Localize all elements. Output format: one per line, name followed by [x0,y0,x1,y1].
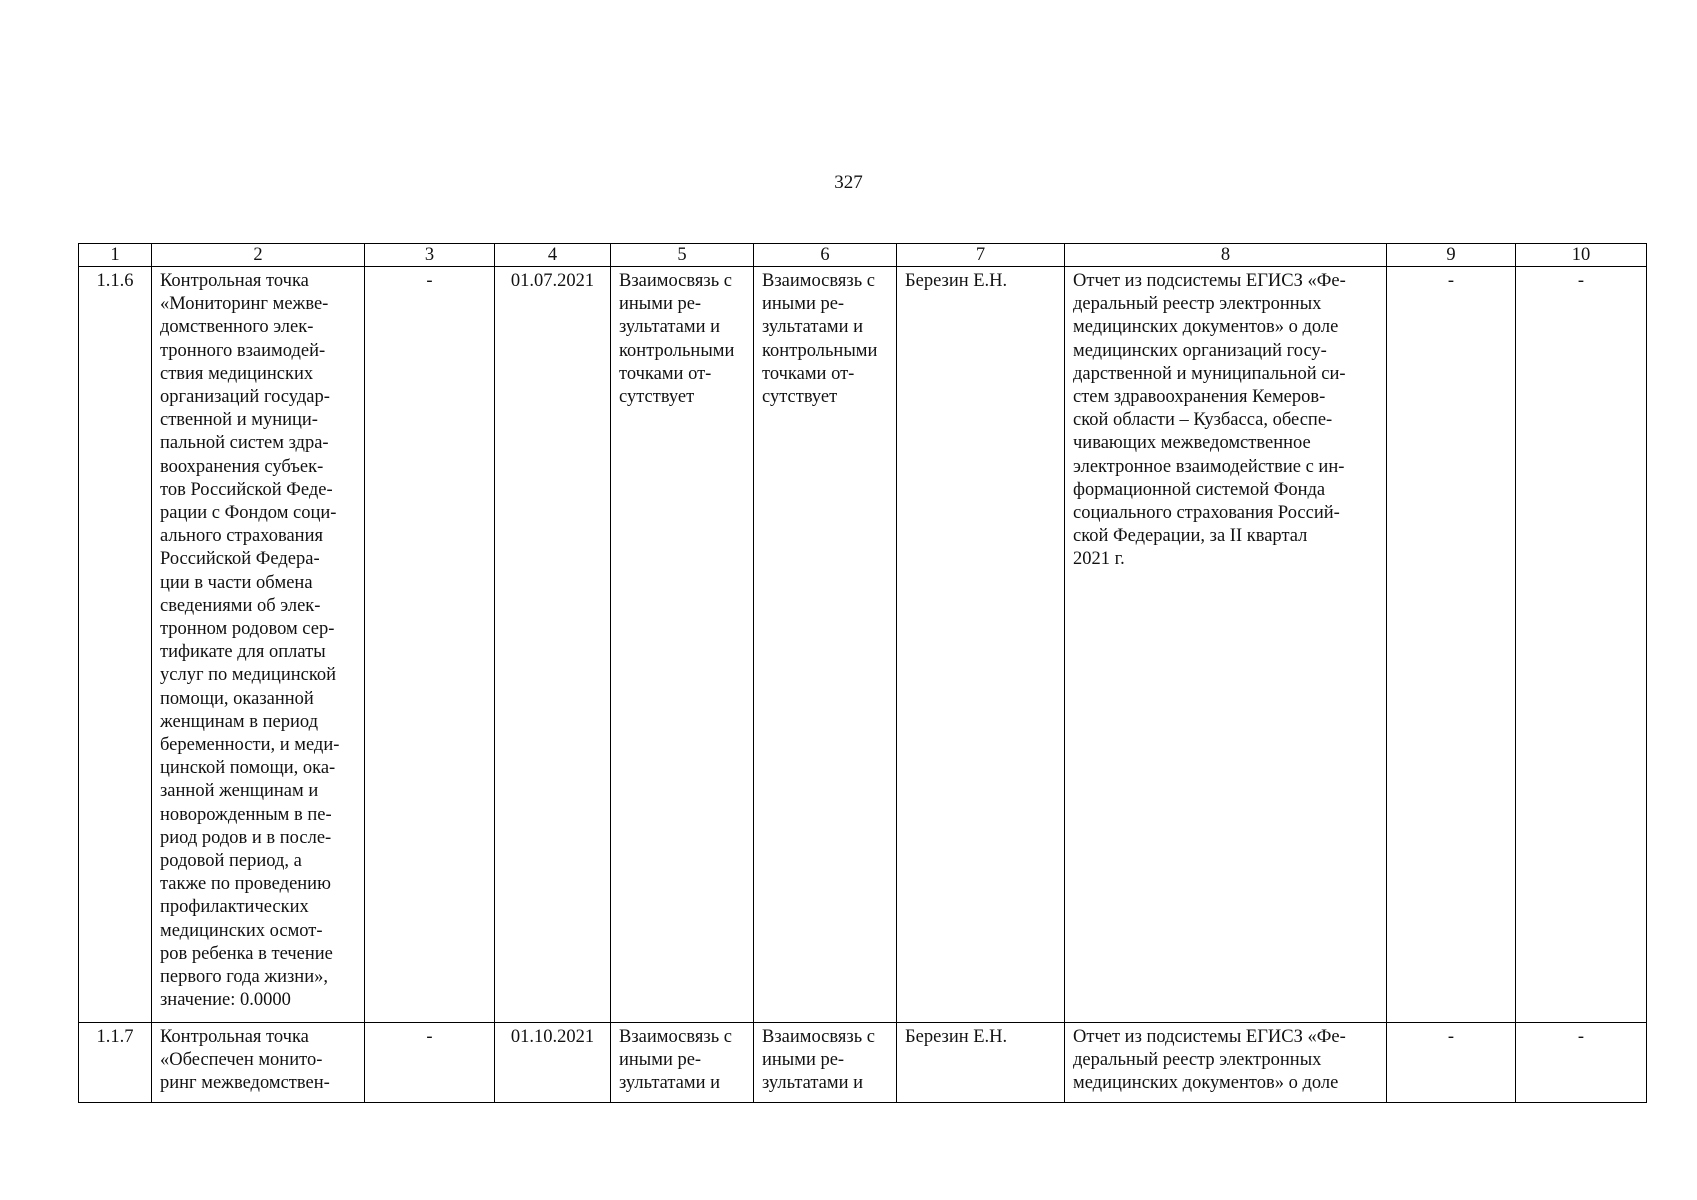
cell-name [152,267,365,1023]
cell-text: - [1577,1027,1585,1047]
cell-date [495,267,611,1023]
cell-text: Контрольная точка «Обеспечен монито- ринг межведомствен- [160,1027,330,1094]
cell-name [152,1023,365,1103]
cell-col6 [754,1023,897,1103]
page-number: 327 [834,172,863,193]
cell-col3 [365,267,495,1023]
cell-text: 1.1.7 [96,1027,134,1047]
column-header: 9 [1387,244,1516,267]
cell-text: 1.1.6 [96,271,134,291]
column-header: 8 [1065,244,1387,267]
cell-document [1065,1023,1387,1103]
column-header: 10 [1516,244,1647,267]
cell-text: - [1447,1027,1455,1047]
column-header: 1 [79,244,152,267]
cell-col10 [1516,267,1647,1023]
column-header: 4 [495,244,611,267]
cell-document [1065,267,1387,1023]
cell-col10 [1516,1023,1647,1103]
cell-text: - [1447,271,1455,291]
column-header: 7 [897,244,1065,267]
cell-text: Березин Е.Н. [905,271,1008,291]
cell-text: - [426,271,433,291]
control-points-table [78,243,1647,1103]
cell-text: Взаимосвязь с иными ре- зультатами и контрольными точками от- сутствует [762,271,878,408]
cell-text: Березин Е.Н. [905,1027,1008,1047]
column-header: 6 [754,244,897,267]
table-row [79,267,1647,1023]
cell-responsible [897,267,1065,1023]
column-header: 3 [365,244,495,267]
cell-number [79,1023,152,1103]
cell-text: Взаимосвязь с иными ре- зультатами и [619,1027,732,1094]
cell-text: - [1577,271,1585,291]
cell-col3 [365,1023,495,1103]
cell-col9 [1387,267,1516,1023]
table-row [79,1023,1647,1103]
cell-col6 [754,267,897,1023]
cell-col9 [1387,1023,1516,1103]
cell-text: Контрольная точка «Мониторинг межве- домственного элек- тронного взаимодей- ствия медицинских организаций государ- ственной и муници- пальной систем здра- воохранения субъек- тов Российской Феде- рации с Фондом соци- ального страхования Российской Федера- ции в части обмена сведениями об элек- тронном родовом сер- тификате для оплаты услуг по медицинской помощи, оказанной женщинам в период беременности, и меди- цинской помощи, ока- занной женщинам и новорожденным в пе- риод родов и в после- родовой период, а также по проведению профилактических медицинских осмот- ров ребенка в течение первого года жизни», значение: 0.0000 [160,271,340,1011]
table-header-row [79,244,1647,267]
column-header: 2 [152,244,365,267]
cell-text: 01.10.2021 [510,1027,595,1047]
cell-text: Взаимосвязь с иными ре- зультатами и [762,1027,875,1094]
cell-col5 [611,1023,754,1103]
cell-text: Взаимосвязь с иными ре- зультатами и контрольными точками от- сутствует [619,271,735,408]
cell-text: Отчет из подсистемы ЕГИСЗ «Фе- деральный реестр электронных медицинских документов» о доле [1073,1027,1346,1094]
cell-text: 01.07.2021 [510,271,595,291]
cell-text: Отчет из подсистемы ЕГИСЗ «Фе- деральный реестр электронных медицинских документов» о доле медицинских организаций госу- дарственной и муниципальной си- стем здравоохранения Кемеров- ской области – Кузбасса, обеспе- чивающих межведомственное электронное взаимодействие с ин- формационной системой Фонда социального страхования Россий- ской Федерации, за II квартал 2021 г. [1073,271,1346,570]
cell-date [495,1023,611,1103]
column-header: 5 [611,244,754,267]
cell-number [79,267,152,1023]
cell-text: - [426,1027,433,1047]
cell-col5 [611,267,754,1023]
cell-responsible [897,1023,1065,1103]
